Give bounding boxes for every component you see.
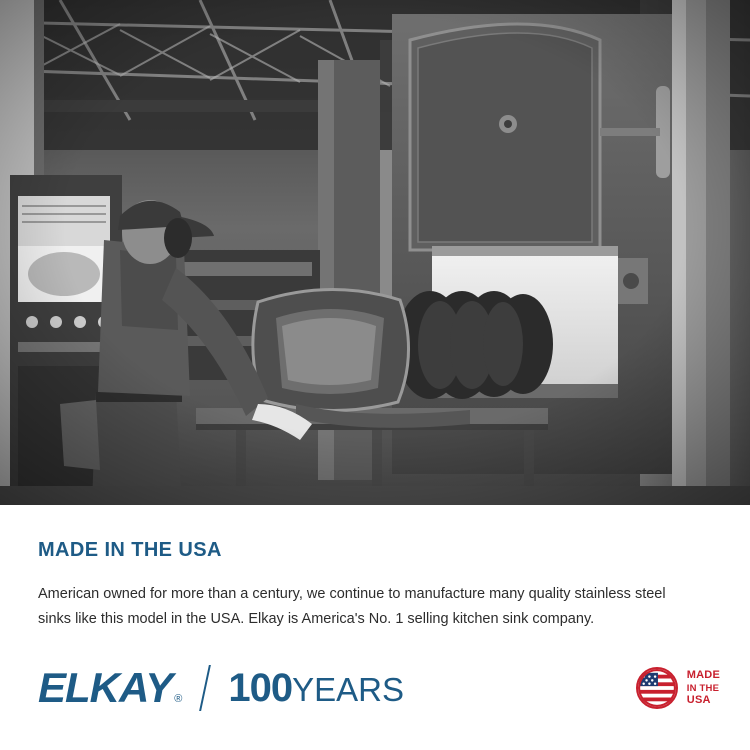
badge-line-3: USA — [686, 694, 711, 707]
made-in-usa-text — [687, 669, 720, 708]
body-paragraph: American owned for more than a century, we continue to manufacture many quality stainless steel sinks like this model in the USA. Elkay is America's No. 1 selling kitchen sink company. — [38, 586, 666, 627]
usa-flag-seal-icon — [636, 667, 678, 709]
registered-trademark-icon: ® — [174, 693, 183, 705]
badge-line-1: MADE — [686, 668, 720, 681]
anniversary-word: YEARS — [292, 671, 404, 708]
brand-lockup — [38, 665, 404, 711]
anniversary-lockup — [228, 668, 404, 708]
usa-flag-seal-svg — [638, 669, 676, 707]
elkay-logo — [38, 664, 183, 711]
anniversary-number: 100 — [228, 666, 293, 710]
badge-line-2: IN THE — [686, 682, 720, 694]
promo-content — [0, 505, 750, 750]
elkay-wordmark-text: ELKAY — [38, 664, 173, 711]
page-title: MADE IN THE USA — [38, 539, 222, 561]
slash-divider — [199, 665, 211, 711]
footer — [38, 660, 720, 716]
made-in-usa-badge — [636, 667, 720, 709]
